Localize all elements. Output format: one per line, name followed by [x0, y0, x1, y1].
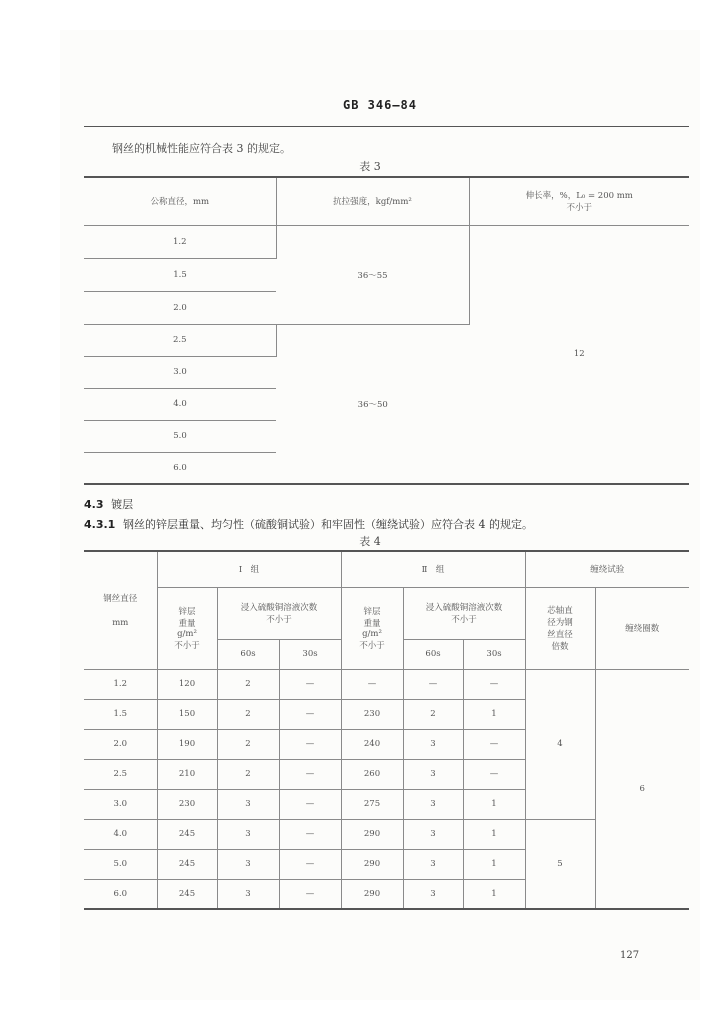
t4-cell: 3 — [217, 849, 279, 879]
zinc-line: 不小于 — [359, 641, 385, 651]
t4-mandrel-a: 4 — [525, 669, 595, 819]
t4-cell: 1 — [463, 879, 525, 909]
zinc-line: g/m² — [177, 629, 197, 639]
t4-header-zinc-1 — [157, 587, 217, 669]
t3-header-elongation-line1: 伸长率，%，L₀ = 200 mm — [525, 191, 633, 202]
t4-cell: 210 — [157, 759, 217, 789]
t4-cell: 290 — [341, 879, 403, 909]
t4-cell: 290 — [341, 849, 403, 879]
t3-diameter: 1.5 — [84, 258, 276, 291]
zinc-line: 重量 — [363, 619, 381, 629]
t4-header-group2: Ⅱ 组 — [341, 551, 525, 587]
page-number: 127 — [620, 950, 640, 961]
t4-cell: — — [463, 729, 525, 759]
t3-strength-a: 36～55 — [276, 225, 469, 324]
mandrel-line: 丝直径 — [547, 630, 573, 640]
t4-header-wrap-test: 缠绕试验 — [525, 551, 689, 587]
t4-cell: 230 — [341, 699, 403, 729]
t3-header-strength: 抗拉强度，kgf/mm² — [276, 177, 469, 225]
t4-cell: 190 — [157, 729, 217, 759]
t3-strength-b: 36～50 — [276, 324, 469, 484]
t4-header-row-1 — [84, 551, 689, 587]
t4-cell: 3 — [217, 789, 279, 819]
t4-cell: 1.2 — [84, 669, 157, 699]
t3-diameter: 5.0 — [84, 420, 276, 452]
t4-cell: — — [279, 849, 341, 879]
t4-header-diameter-line: 钢丝直径 — [103, 594, 138, 605]
t4-cell: 1.5 — [84, 699, 157, 729]
t4-cell: — — [403, 669, 463, 699]
section-4-3-number: 4.3 — [84, 498, 104, 511]
t4-wraps-value: 6 — [595, 669, 689, 909]
t4-cell: 5.0 — [84, 849, 157, 879]
section-4-3-1-paragraph — [84, 516, 533, 532]
t4-cell: 2 — [217, 699, 279, 729]
doc-code-header: GB 346—84 — [342, 98, 418, 112]
t3-header-elongation-line2: 不小于 — [566, 203, 592, 214]
t4-header-dips-2 — [403, 587, 525, 639]
table-row — [84, 669, 689, 699]
t4-cell: 245 — [157, 819, 217, 849]
t4-header-diameter-unit: mm — [112, 618, 129, 629]
t4-cell: 1 — [463, 819, 525, 849]
t3-header-diameter: 公称直径，mm — [84, 177, 276, 225]
t4-header-60s: 60s — [403, 639, 463, 669]
t4-cell: 3 — [403, 849, 463, 879]
t4-cell: 2 — [403, 699, 463, 729]
t4-cell: — — [279, 879, 341, 909]
table-3 — [84, 176, 689, 485]
intro-paragraph: 钢丝的机械性能应符合表 3 的规定。 — [112, 142, 291, 155]
t4-cell: 3 — [403, 879, 463, 909]
zinc-line: 锌层 — [363, 607, 381, 617]
t4-cell: 2.0 — [84, 729, 157, 759]
section-4-3-1-text: 钢丝的锌层重量、均匀性（硫酸铜试验）和牢固性（缠绕试验）应符合表 4 的规定。 — [123, 518, 533, 531]
t4-cell: — — [279, 759, 341, 789]
table4-caption: 表 4 — [359, 535, 381, 548]
t4-cell: — — [279, 789, 341, 819]
table-row — [84, 225, 689, 258]
t4-cell: — — [463, 759, 525, 789]
t4-cell: 4.0 — [84, 819, 157, 849]
t4-cell: 275 — [341, 789, 403, 819]
t3-diameter: 4.0 — [84, 388, 276, 420]
section-4-3-heading — [84, 496, 133, 512]
t4-header-dips-1 — [217, 587, 341, 639]
t4-cell: 3 — [403, 759, 463, 789]
t4-header-diameter — [84, 551, 157, 669]
t4-cell: 230 — [157, 789, 217, 819]
zinc-line: 锌层 — [178, 607, 196, 617]
dips-line: 不小于 — [451, 615, 477, 625]
t4-cell: 3 — [217, 819, 279, 849]
mandrel-line: 芯轴直 — [547, 606, 573, 616]
t3-header-elongation — [469, 177, 689, 225]
t4-cell: — — [279, 669, 341, 699]
t4-cell: 290 — [341, 819, 403, 849]
document-page — [60, 30, 700, 1000]
t4-header-group1: Ⅰ 组 — [157, 551, 341, 587]
zinc-line: 不小于 — [174, 641, 200, 651]
t4-cell: 120 — [157, 669, 217, 699]
t4-header-60s: 60s — [217, 639, 279, 669]
t4-cell: 3 — [217, 879, 279, 909]
t4-cell: 3 — [403, 789, 463, 819]
t3-diameter: 2.0 — [84, 291, 276, 324]
t3-diameter: 2.5 — [84, 324, 276, 356]
dips-line: 浸入硫酸铜溶液次数 — [425, 603, 503, 613]
t4-header-row-2 — [84, 587, 689, 639]
t4-header-wraps: 缠绕圈数 — [595, 587, 689, 669]
t4-header-zinc-2 — [341, 587, 403, 669]
dips-line: 不小于 — [266, 615, 292, 625]
t4-cell: 1 — [463, 849, 525, 879]
mandrel-line: 倍数 — [551, 642, 569, 652]
t4-cell: 2 — [217, 669, 279, 699]
t4-cell: — — [463, 669, 525, 699]
t4-cell: 1 — [463, 789, 525, 819]
t4-cell: 2 — [217, 729, 279, 759]
t4-cell: 2 — [217, 759, 279, 789]
t4-header-mandrel — [525, 587, 595, 669]
t4-cell: 1 — [463, 699, 525, 729]
table-4 — [84, 550, 689, 910]
t4-cell: 3 — [403, 819, 463, 849]
zinc-line: g/m² — [362, 629, 382, 639]
t4-cell: — — [341, 669, 403, 699]
t4-cell: 3 — [403, 729, 463, 759]
dips-line: 浸入硫酸铜溶液次数 — [240, 603, 318, 613]
header-rule — [84, 126, 689, 127]
t4-header-30s: 30s — [279, 639, 341, 669]
t4-mandrel-b: 5 — [525, 819, 595, 909]
t4-cell: 6.0 — [84, 879, 157, 909]
t4-cell: — — [279, 699, 341, 729]
t4-cell: 260 — [341, 759, 403, 789]
t4-cell: 245 — [157, 879, 217, 909]
t3-elongation: 12 — [469, 225, 689, 484]
section-4-3-title: 镀层 — [111, 498, 134, 511]
section-4-3-1-number: 4.3.1 — [84, 518, 116, 531]
t4-cell: — — [279, 729, 341, 759]
t3-diameter: 1.2 — [84, 225, 276, 258]
t4-cell: 2.5 — [84, 759, 157, 789]
mandrel-line: 径为钢 — [547, 618, 573, 628]
t4-cell: 150 — [157, 699, 217, 729]
t3-diameter: 6.0 — [84, 452, 276, 484]
t4-cell: 245 — [157, 849, 217, 879]
t4-cell: 3.0 — [84, 789, 157, 819]
zinc-line: 重量 — [178, 619, 196, 629]
t4-cell: — — [279, 819, 341, 849]
t4-cell: 240 — [341, 729, 403, 759]
table3-caption: 表 3 — [359, 160, 381, 173]
table3-header-row — [84, 177, 689, 225]
t3-diameter: 3.0 — [84, 356, 276, 388]
t4-header-30s: 30s — [463, 639, 525, 669]
